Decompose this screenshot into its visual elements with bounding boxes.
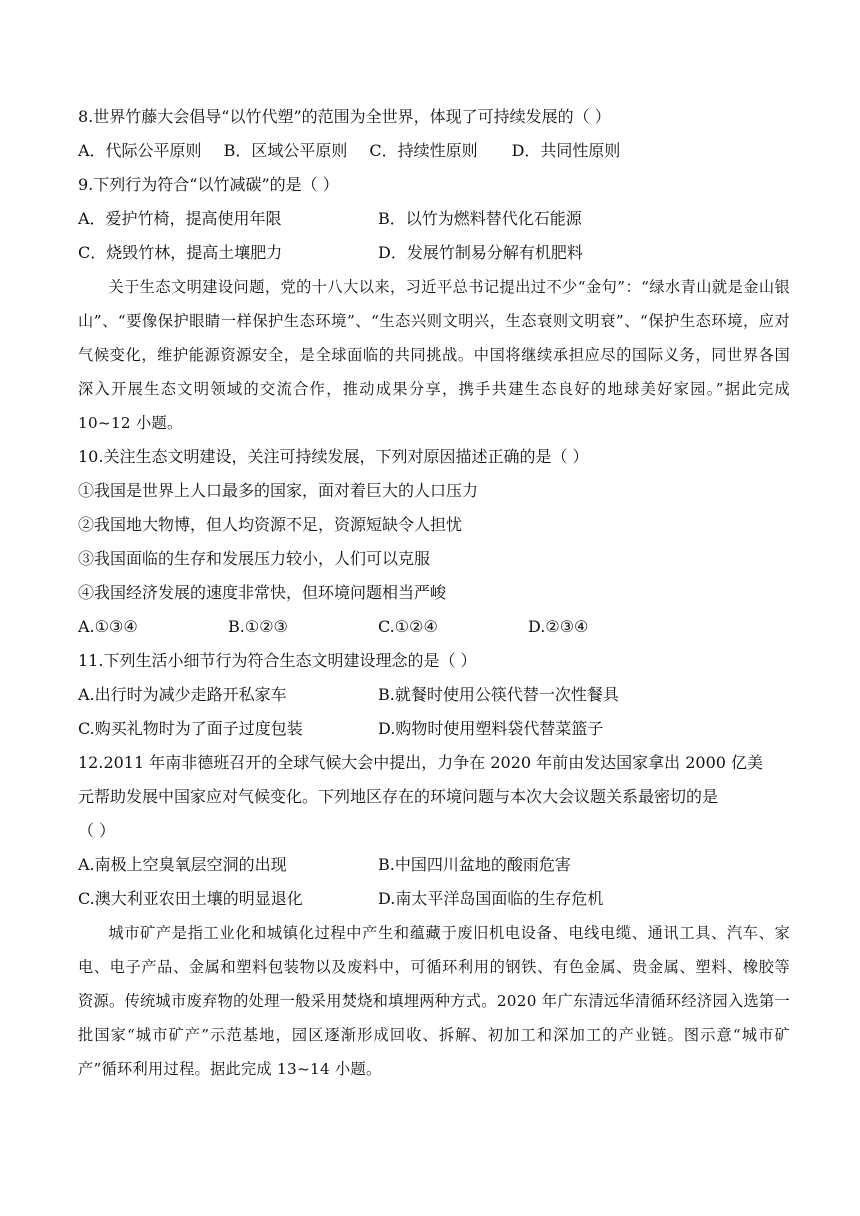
question-9-options-row-2 <box>78 236 790 270</box>
option-a: A.出行时为减少走路开私家车 <box>78 685 287 704</box>
question-12-options-row-2 <box>78 882 790 916</box>
option-b: B．区域公平原则 <box>223 141 348 160</box>
exam-page <box>78 100 790 1086</box>
statement-1: ①我国是世界上人口最多的国家，面对着巨大的人口压力 <box>78 481 479 500</box>
question-10-options <box>78 610 790 644</box>
reading-passage-ecological-civilization: 关于生态文明建设问题，党的十八大以来，习近平总书记提出过不少“金句”：“绿水青山就是金山银山”、“要像保护眼睛一样保护生态环境”、“生态兴则文明兴，生态衰则文明衰”、“保护生态环境，应对气候变化，维护能源资源安全，是全球面临的共同挑战。中国将继续承担应尽的国际义务，同世界各国深入开展生态文明领域的交流合作，推动成果分享，携手共建生态良好的地球美好家园。”据此完成 10~12 小题。 <box>78 278 790 432</box>
question-9-options-row-1 <box>78 202 790 236</box>
option-b: B.中国四川盆地的酸雨危害 <box>378 855 571 874</box>
option-a: A.①③④ <box>78 617 138 636</box>
option-d: D.购物时使用塑料袋代替菜篮子 <box>378 719 604 738</box>
question-12-answer-blank: （ ） <box>78 821 116 840</box>
option-b: B.就餐时使用公筷代替一次性餐具 <box>378 685 619 704</box>
question-12-stem-line-1: 12.2011 年南非德班召开的全球气候大会中提出，力争在 2020 年前由发达国家拿出 2000 亿美 <box>78 753 764 772</box>
option-d: D．发展竹制易分解有机肥料 <box>378 243 583 262</box>
question-12-stem-line-2: 元帮助发展中国家应对气候变化。下列地区存在的环境问题与本次大会议题关系最密切的是 <box>78 787 719 806</box>
option-b: B．以竹为燃料替代化石能源 <box>378 209 582 228</box>
question-11-stem: 11.下列生活小细节行为符合生态文明建设理念的是（ ） <box>78 651 477 670</box>
option-a: A.南极上空臭氧层空洞的出现 <box>78 855 287 874</box>
option-c: C.澳大利亚农田土壤的明显退化 <box>78 889 303 908</box>
statement-3: ③我国面临的生存和发展压力较小，人们可以克服 <box>78 549 431 568</box>
option-a: A．爱护竹椅，提高使用年限 <box>78 209 282 228</box>
option-c: C.①②④ <box>378 617 438 636</box>
option-b: B.①②③ <box>228 617 288 636</box>
question-12-options-row-1 <box>78 848 790 882</box>
statement-2: ②我国地大物博，但人均资源不足，资源短缺令人担忧 <box>78 515 463 534</box>
option-c: C．持续性原则 <box>369 141 478 160</box>
question-11-options-row-1 <box>78 678 790 712</box>
question-10-stem: 10.关注生态文明建设，关注可持续发展，下列对原因描述正确的是（ ） <box>78 447 589 466</box>
question-11-options-row-2 <box>78 712 790 746</box>
option-a: A．代际公平原则 <box>78 141 202 160</box>
option-d: D．共同性原则 <box>511 141 621 160</box>
option-c: C.购买礼物时为了面子过度包装 <box>78 719 303 738</box>
question-8-stem: 8.世界竹藤大会倡导“以竹代塑”的范围为全世界，体现了可持续发展的（ ） <box>78 107 611 126</box>
option-d: D.②③④ <box>528 617 589 636</box>
statement-4: ④我国经济发展的速度非常快，但环境问题相当严峻 <box>78 583 447 602</box>
option-d: D.南太平洋岛国面临的生存危机 <box>378 889 604 908</box>
option-c: C．烧毁竹林，提高土壤肥力 <box>78 243 283 262</box>
question-8-options <box>78 134 790 168</box>
question-9-stem: 9.下列行为符合“以竹减碳”的是（ ） <box>78 175 339 194</box>
reading-passage-urban-mining: 城市矿产是指工业化和城镇化过程中产生和蕴藏于废旧机电设备、电线电缆、通讯工具、汽车、家电、电子产品、金属和塑料包装物以及废料中，可循环利用的钢铁、有色金属、贵金属、塑料、橡胶等资源。传统城市废弃物的处理一般采用焚烧和填埋两种方式。2020 年广东清远华清循环经济园入选第一批国家“城市矿产”示范基地，园区逐渐形成回收、拆解、初加工和深加工的产业链。图示意“城市矿产”循环利用过程。据此完成 13~14 小题。 <box>78 924 790 1078</box>
